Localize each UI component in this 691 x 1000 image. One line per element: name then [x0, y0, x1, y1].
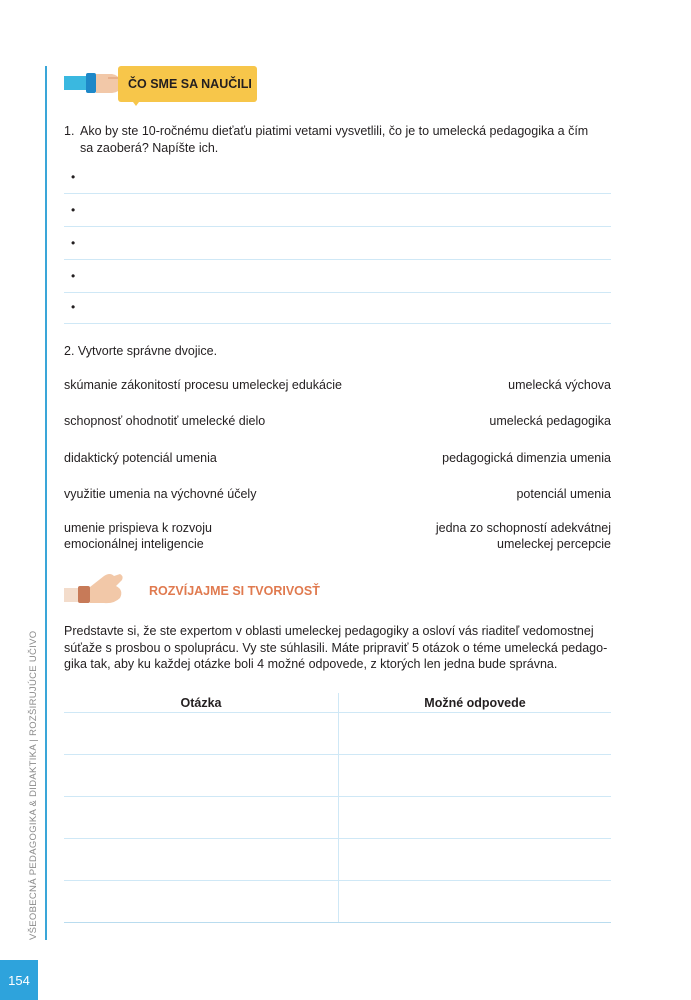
margin-line [45, 66, 47, 940]
paragraph-line: súťaže s prosbou o spoluprácu. Vy ste súhlasili. Máte pripraviť 5 otázok o téme umelecká pedago- [64, 640, 608, 655]
table-row [64, 797, 611, 839]
question-cell[interactable] [64, 797, 339, 839]
question-2: 2. Vytvorte správne dvojice. [64, 344, 218, 358]
pair-left: schopnosť ohodnotiť umelecké dielo [64, 414, 266, 428]
answer-line[interactable] [64, 259, 611, 293]
question-cell[interactable] [64, 713, 339, 755]
answer-line[interactable] [64, 290, 611, 324]
question-1-line-2: sa zaoberá? Napíšte ich. [80, 141, 219, 155]
section-title: ČO SME SA NAUČILI [118, 66, 257, 102]
bullet: • [71, 269, 76, 283]
pair-right-line-2: umeleckej percepcie [497, 537, 611, 551]
pair-left-line-2: emocionálnej inteligencie [64, 537, 204, 551]
question-1-line-1: Ako by ste 10-ročnému dieťaťu piatimi vetami vysvetlili, čo je to umelecká pedagogika a čím [80, 124, 589, 138]
paragraph-line: Predstavte si, že ste expertom v oblasti umeleckej pedagogiky a osloví vás riaditeľ vedomostnej [64, 624, 594, 638]
table-row [64, 755, 611, 797]
page-number: 154 [0, 960, 38, 1000]
bullet: • [71, 300, 76, 314]
hand-holding-icon [64, 570, 134, 606]
question-cell[interactable] [64, 881, 339, 923]
pair-left: využitie umenia na výchovné účely [64, 487, 257, 501]
answer-line[interactable] [64, 160, 611, 194]
pair-left [64, 520, 212, 552]
answers-cell[interactable] [339, 881, 612, 923]
pair-right-line-1: jedna zo schopností adekvátnej [435, 521, 611, 535]
pair-left: didaktický potenciál umenia [64, 451, 217, 465]
badge-pointer [130, 98, 142, 106]
pair-right [436, 520, 611, 552]
question-1-number: 1. [64, 124, 75, 138]
section-title: ROZVÍJAJME SI TVORIVOSŤ [149, 584, 320, 598]
question-cell[interactable] [64, 755, 339, 797]
pair-right: umelecká pedagogika [489, 414, 611, 428]
pair-right: umelecká výchova [508, 378, 611, 392]
pair-left-line-1: umenie prispieva k rozvoju [64, 521, 212, 535]
table-row [64, 839, 611, 881]
answer-line[interactable] [64, 226, 611, 260]
question-cell[interactable] [64, 839, 339, 881]
answer-line[interactable] [64, 193, 611, 227]
pair-left: skúmanie zákonitostí procesu umeleckej edukácie [64, 378, 342, 392]
task-paragraph [64, 623, 613, 673]
pair-right: pedagogická dimenzia umenia [442, 451, 611, 465]
bullet: • [71, 170, 76, 184]
answers-cell[interactable] [339, 755, 612, 797]
questions-table [64, 693, 611, 923]
answers-cell[interactable] [339, 797, 612, 839]
bullet: • [71, 236, 76, 250]
section-header-learned [64, 66, 264, 104]
pair-right: potenciál umenia [516, 487, 611, 501]
column-header-question: Otázka [64, 693, 339, 713]
answers-cell[interactable] [339, 839, 612, 881]
column-header-answers: Možné odpovede [339, 693, 612, 713]
table-row [64, 713, 611, 755]
section-header-creativity [64, 570, 364, 610]
bullet: • [71, 203, 76, 217]
answers-cell[interactable] [339, 713, 612, 755]
paragraph-line: gika tak, aby ku každej otázke boli 4 možné odpovede, z ktorých len jedna bude správna. [64, 657, 558, 671]
table-row [64, 881, 611, 923]
running-header: VŠEOBECNÁ PEDAGOGIKA & DIDAKTIKA | ROZŠIRUJÚCE UČIVO [28, 630, 39, 940]
